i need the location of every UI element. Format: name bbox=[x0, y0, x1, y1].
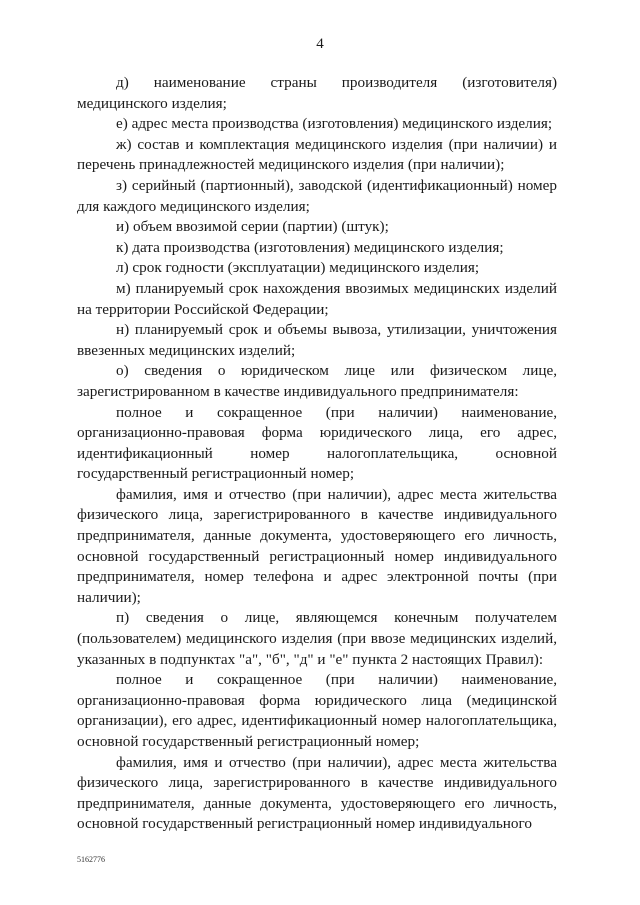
document-code: 5162776 bbox=[77, 855, 105, 864]
paragraph-m: м) планируемый срок нахождения ввозимых медицинских изделий на территории Российской Федерации; bbox=[77, 279, 557, 318]
paragraph-i: и) объем ввозимой серии (партии) (штук); bbox=[116, 218, 389, 236]
paragraph-o: о) сведения о юридическом лице или физическом лице, зарегистрированном в качестве индивидуального предпринимателя: bbox=[77, 362, 557, 400]
paragraph-l: л) срок годности (эксплуатации) медицинского изделия; bbox=[116, 259, 480, 277]
paragraph-p-individual: фамилия, имя и отчество (при наличии), адрес места жительства физического лица, зарегистрированного в качестве индивидуального предпринимателя, данные документа, удостоверяющего его личность, основной государственный регистрационный номер индивидуального bbox=[77, 753, 557, 833]
paragraph-o-individual: фамилия, имя и отчество (при наличии), адрес места жительства физического лица, зарегистрированного в качестве индивидуального предпринимателя, данные документа, удостоверяющего его личность, основной государственный регистрационный номер индивидуального предпринимателя, номер телефона и адрес электронной почты (при наличии); bbox=[77, 485, 557, 606]
paragraph-z: з) серийный (партионный), заводской (идентификационный) номер для каждого медицинского изделия; bbox=[77, 176, 557, 215]
paragraph-k: к) дата производства (изготовления) медицинского изделия; bbox=[116, 238, 504, 256]
paragraph-o-legal-entity: полное и сокращенное (при наличии) наименование, организационно-правовая форма юридического лица, его адрес, идентификационный номер налогоплательщика, основной государственный регистрационный номер; bbox=[77, 403, 557, 483]
paragraph-n: н) планируемый срок и объемы вывоза, утилизации, уничтожения ввезенных медицинских изделий; bbox=[77, 321, 557, 359]
paragraph-p-legal-entity: полное и сокращенное (при наличии) наименование, организационно-правовая форма юридического лица (медицинской организации), его адрес, идентификационный номер налогоплательщика, основной государственный регистрационный номер; bbox=[77, 671, 557, 750]
page-number: 4 bbox=[316, 36, 324, 52]
document-body bbox=[77, 73, 557, 835]
paragraph-e: е) адрес места производства (изготовления) медицинского изделия; bbox=[116, 115, 553, 133]
paragraph-p: п) сведения о лице, являющемся конечным получателем (пользователем) медицинского изделия (при ввозе медицинских изделий, указанных в подпунктах "а", "б", "д" и "е" пункта 2 настоящих Правил): bbox=[77, 609, 557, 668]
paragraph-zh: ж) состав и комплектация медицинского изделия (при наличии) и перечень принадлежностей медицинского изделия (при наличии); bbox=[77, 135, 557, 174]
paragraph-d: д) наименование страны производителя (изготовителя) медицинского изделия; bbox=[77, 74, 557, 112]
